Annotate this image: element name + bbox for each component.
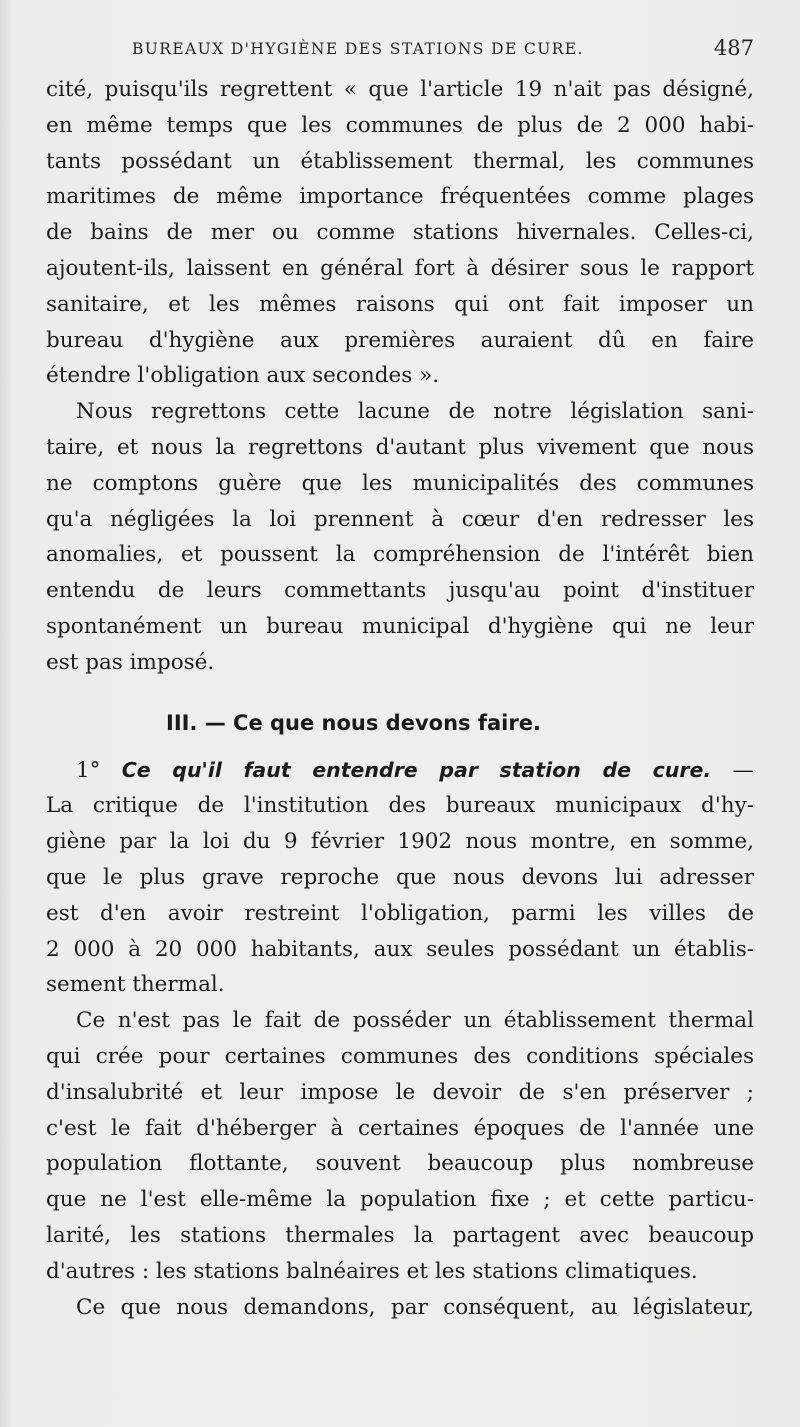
em-dash: — — [732, 757, 754, 783]
paragraph-legislateur — [46, 1290, 754, 1326]
text-line: maritimes de même importance fréquentées comme plages — [46, 184, 754, 210]
subsection-heading: Ce qu'il faut entendre par station de cure. — [121, 757, 712, 782]
text-line: d'insalubrité et leur impose le devoir de s'en préserver ; — [46, 1079, 754, 1105]
text-line: qu'a négligées la loi prennent à cœur d'en redresser les — [46, 506, 754, 532]
text-line: est pas imposé. — [46, 649, 215, 675]
text-line: entendu de leurs commettants jusqu'au point d'instituer — [46, 578, 754, 604]
text-line: que ne l'est elle-même la population fixe ; et cette particu- — [46, 1187, 754, 1213]
text-line: tants possédant un établissement thermal, les communes — [46, 148, 754, 174]
text-line: sanitaire, et les mêmes raisons qui ont fait imposer un — [46, 291, 754, 317]
text-line: Ce que nous demandons, par conséquent, au législateur, — [76, 1294, 754, 1320]
text-line: d'autres : les stations balnéaires et les stations climatiques. — [46, 1258, 698, 1284]
text-line: Ce n'est pas le fait de posséder un établissement thermal — [76, 1008, 754, 1034]
text-line: qui crée pour certaines communes des conditions spéciales — [46, 1043, 754, 1069]
subsection-number: 1° — [76, 757, 101, 783]
paragraph-population-flottante — [46, 1003, 754, 1289]
text-line: taire, et nous la regrettons d'autant plus vivement que nous — [46, 434, 754, 460]
paragraph-continuation — [46, 72, 754, 394]
page-number: 487 — [713, 36, 754, 60]
text-line: anomalies, et poussent la compréhension de l'intérêt bien — [46, 542, 754, 568]
text-line: étendre l'obligation aux secondes ». — [46, 363, 440, 389]
text-line: de bains de mer ou comme stations hivernales. Celles-ci, — [46, 220, 754, 246]
paragraph-station-de-cure — [46, 753, 754, 1004]
text-line — [46, 753, 754, 789]
text-line: sement thermal. — [46, 972, 225, 998]
running-head — [46, 36, 754, 68]
text-line: giène par la loi du 9 février 1902 nous montre, en somme, — [46, 829, 754, 855]
running-title: BUREAUX D'HYGIÈNE DES STATIONS DE CURE. — [132, 40, 584, 58]
section-heading: III. — Ce que nous devons faire. — [166, 710, 541, 735]
text-line: Nous regrettons cette lacune de notre législation sani- — [76, 399, 754, 425]
text-line: bureau d'hygiène aux premières auraient dû en faire — [46, 327, 754, 353]
text-line: population flottante, souvent beaucoup plus nombreuse — [46, 1151, 754, 1177]
text-line: en même temps que les communes de plus de 2 000 habi- — [46, 112, 754, 138]
text-line: spontanément un bureau municipal d'hygiène qui ne leur — [46, 613, 754, 639]
text-line: ajoutent-ils, laissent en général fort à désirer sous le rapport — [46, 255, 754, 281]
text-line: ne comptons guère que les municipalités des communes — [46, 470, 754, 496]
text-line: La critique de l'institution des bureaux municipaux d'hy- — [46, 793, 754, 819]
text-line: cité, puisqu'ils regrettent « que l'article 19 n'ait pas désigné, — [46, 77, 754, 102]
text-line: 2 000 à 20 000 habitants, aux seules possédant un établis- — [46, 936, 754, 962]
text-line: larité, les stations thermales la partagent avec beaucoup — [46, 1222, 754, 1248]
body-text — [46, 72, 754, 1325]
text-line: est d'en avoir restreint l'obligation, parmi les villes de — [46, 900, 754, 926]
paragraph-lacune — [46, 394, 754, 680]
text-line: que le plus grave reproche que nous devons lui adresser — [46, 864, 754, 890]
text-line: c'est le fait d'héberger à certaines époques de l'année une — [46, 1115, 754, 1141]
